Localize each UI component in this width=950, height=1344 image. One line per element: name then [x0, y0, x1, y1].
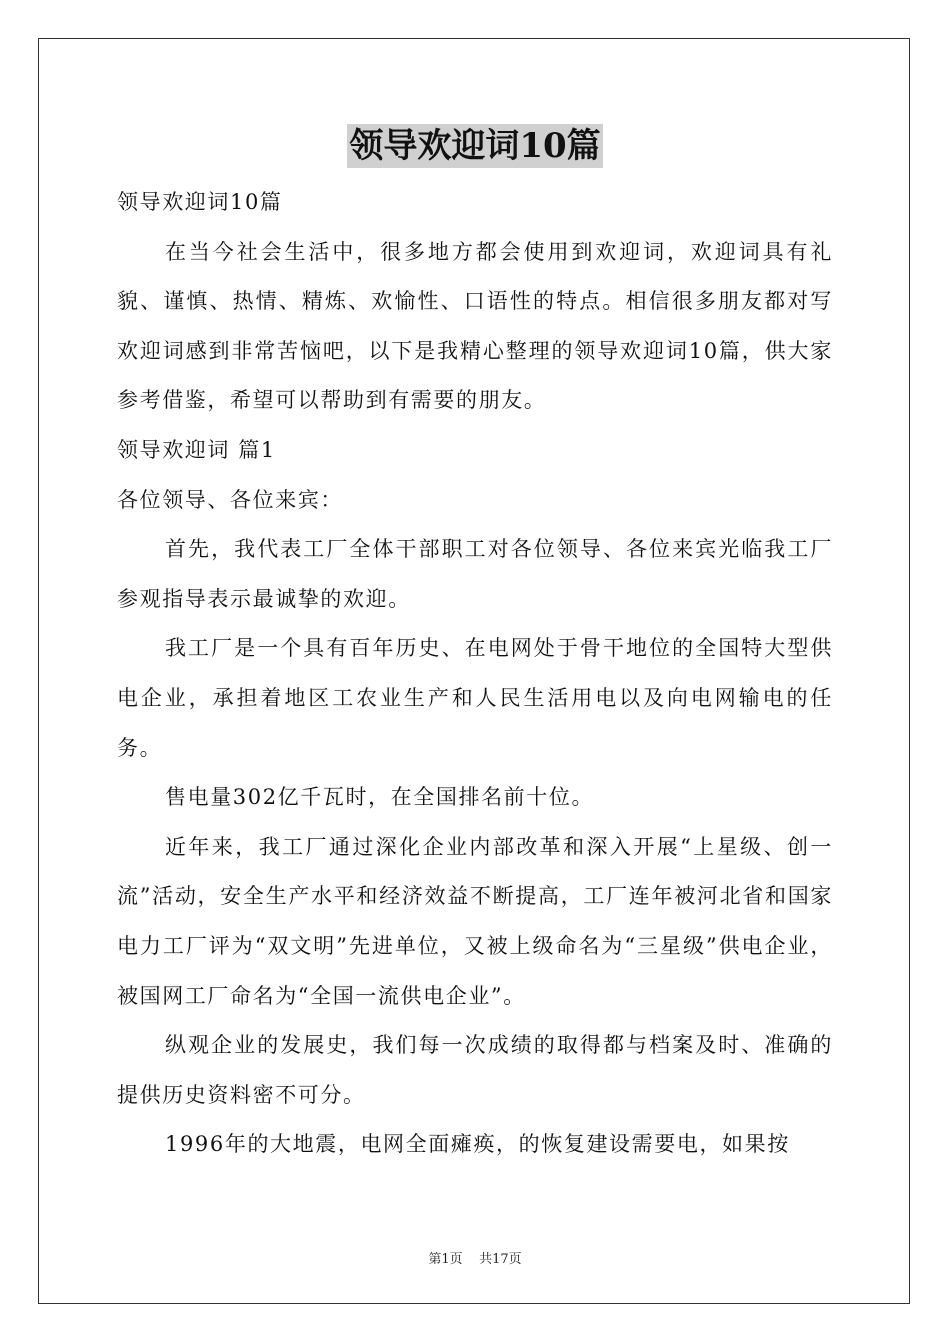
body-paragraph: 领导欢迎词10篇	[117, 190, 283, 214]
page-footer	[0, 1248, 950, 1267]
body-paragraph: 领导欢迎词 篇1	[117, 437, 276, 462]
body-paragraph: 售电量302亿千瓦时，在全国排名前十位。	[165, 785, 595, 810]
document-body	[117, 178, 833, 1170]
body-paragraph: 1996年的大地震，电网全面瘫痪，的恢复建设需要电，如果按	[165, 1132, 790, 1157]
document-title: 领导欢迎词10篇	[349, 126, 601, 166]
page-number: 第1页	[428, 1252, 463, 1267]
body-paragraph: 近年来，我工厂通过深化企业内部改革和深入开展“上星级、创一流”活动，安全生产水平和经济效益不断提高，工厂连年被河北省和国家电力工厂评为“双文明”先进单位，又被上级命名为“三星级”供电企业，被国网工厂命名为“全国一流供电企业”。	[117, 834, 833, 1008]
page-total: 共17页	[479, 1252, 522, 1267]
body-paragraph: 纵观企业的发展史，我们每一次成绩的取得都与档案及时、准确的提供历史资料密不可分。	[117, 1033, 833, 1107]
body-paragraph: 在当今社会生活中，很多地方都会使用到欢迎词，欢迎词具有礼貌、谨慎、热情、精炼、欢愉性、口语性的特点。相信很多朋友都对写欢迎词感到非常苦恼吧，以下是我精心整理的领导欢迎词10篇，供大家参考借鉴，希望可以帮助到有需要的朋友。	[117, 239, 833, 413]
body-paragraph: 各位领导、各位来宾：	[117, 487, 343, 512]
body-paragraph: 我工厂是一个具有百年历史、在电网处于骨干地位的全国特大型供电企业，承担着地区工农业生产和人民生活用电以及向电网输电的任务。	[117, 636, 833, 760]
body-paragraph: 首先，我代表工厂全体干部职工对各位领导、各位来宾光临我工厂参观指导表示最诚挚的欢迎。	[117, 537, 833, 611]
title-container	[0, 124, 950, 168]
